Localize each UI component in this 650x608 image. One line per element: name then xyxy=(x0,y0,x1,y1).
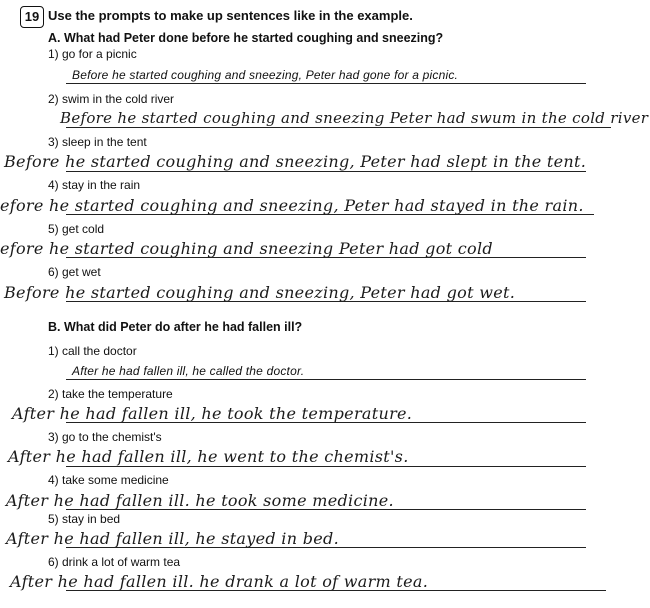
answer-line-b5 xyxy=(66,547,586,548)
answer-line-b4 xyxy=(66,509,586,510)
answer-line-b1 xyxy=(66,379,586,380)
handwritten-answer-b2: After he had fallen ill, he took the temperature. xyxy=(12,404,413,423)
answer-line-a3 xyxy=(66,171,586,172)
example-answer-b1: After he had fallen ill, he called the doctor. xyxy=(72,364,305,378)
prompt-b1: 1) call the doctor xyxy=(48,344,137,358)
answer-line-a4 xyxy=(66,214,594,215)
answer-line-b6 xyxy=(66,590,606,591)
answer-line-a6 xyxy=(66,301,586,302)
handwritten-answer-b4: After he had fallen ill. he took some medicine. xyxy=(6,491,394,510)
handwritten-answer-b3: After he had fallen ill, he went to the chemist's. xyxy=(8,447,409,466)
answer-line-a2 xyxy=(66,127,611,128)
exercise-number: 19 xyxy=(20,6,44,28)
handwritten-answer-a2: Before he started coughing and sneezing Peter had swum in the cold river xyxy=(60,109,649,127)
answer-line-a5 xyxy=(66,257,586,258)
prompt-b3: 3) go to the chemist's xyxy=(48,430,162,444)
section-b-question: B. What did Peter do after he had fallen ill? xyxy=(48,320,303,334)
handwritten-answer-b6: After he had fallen ill. he drank a lot of warm tea. xyxy=(10,572,429,591)
exercise-instruction: Use the prompts to make up sentences like in the example. xyxy=(48,8,413,23)
section-a-question: A. What had Peter done before he started coughing and sneezing? xyxy=(48,31,444,45)
answer-line-a1 xyxy=(66,83,586,84)
prompt-a4: 4) stay in the rain xyxy=(48,178,141,192)
prompt-a3: 3) sleep in the tent xyxy=(48,135,147,149)
prompt-b6: 6) drink a lot of warm tea xyxy=(48,555,181,569)
handwritten-answer-b5: After he had fallen ill, he stayed in bed. xyxy=(6,529,339,548)
prompt-b2: 2) take the temperature xyxy=(48,387,173,401)
handwritten-answer-a4: efore he started coughing and sneezing, Peter had stayed in the rain. xyxy=(0,196,584,215)
prompt-a2: 2) swim in the cold river xyxy=(48,92,175,106)
prompt-b5: 5) stay in bed xyxy=(48,512,121,526)
handwritten-answer-a3: Before he started coughing and sneezing, Peter had slept in the tent. xyxy=(4,152,587,171)
handwritten-answer-a5: efore he started coughing and sneezing Peter had got cold xyxy=(0,239,493,258)
answer-line-b3 xyxy=(66,466,586,467)
prompt-a1: 1) go for a picnic xyxy=(48,47,137,61)
example-answer-a1: Before he started coughing and sneezing, Peter had gone for a picnic. xyxy=(72,68,459,82)
prompt-b4: 4) take some medicine xyxy=(48,473,169,487)
prompt-a6: 6) get wet xyxy=(48,265,101,279)
prompt-a5: 5) get cold xyxy=(48,222,105,236)
handwritten-answer-a6: Before he started coughing and sneezing, Peter had got wet. xyxy=(4,283,516,302)
answer-line-b2 xyxy=(66,422,586,423)
